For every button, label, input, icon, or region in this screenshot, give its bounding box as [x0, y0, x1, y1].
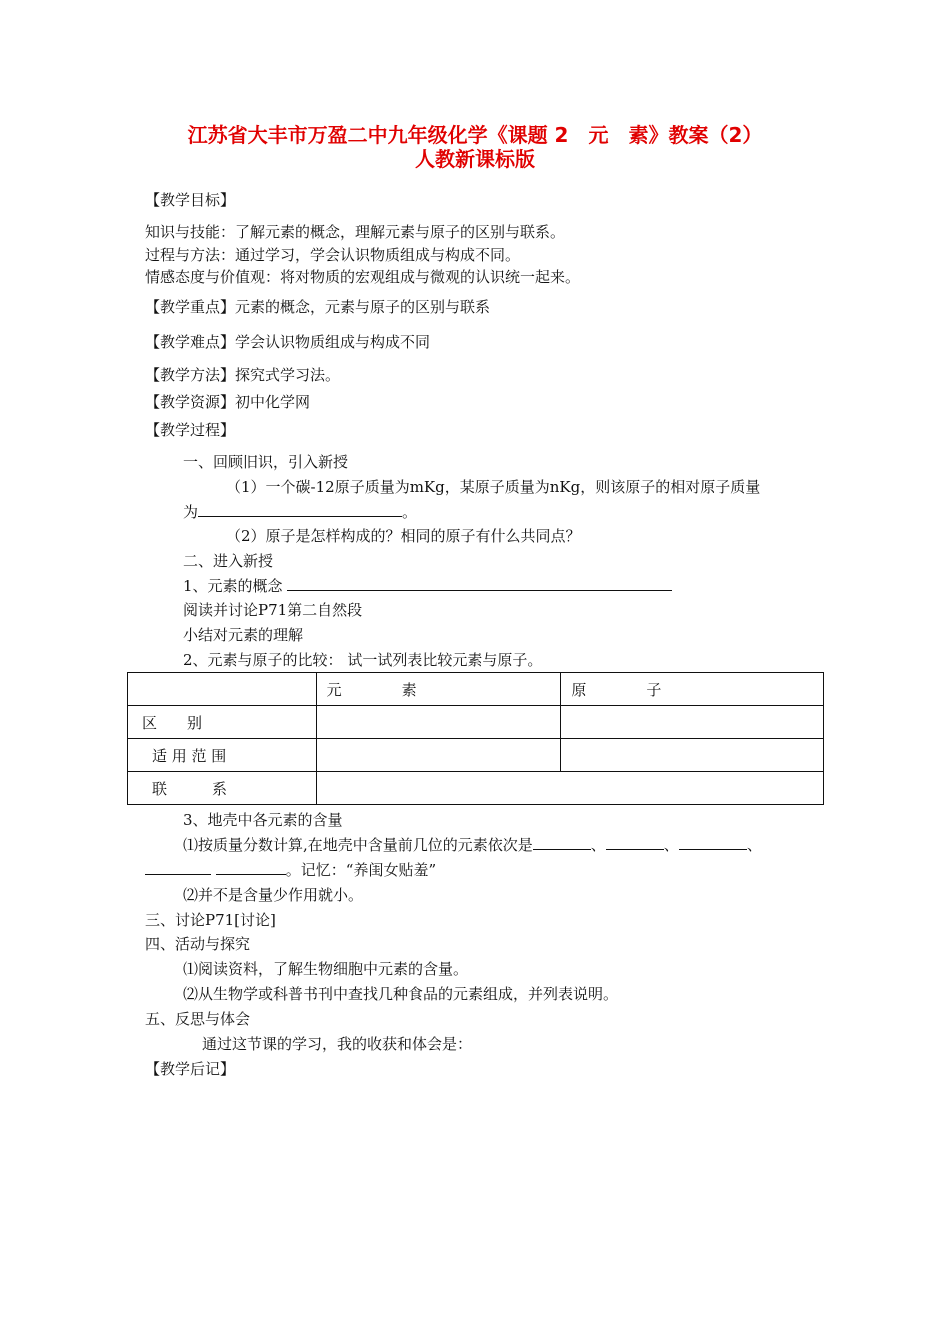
element-atom-comparison-table [127, 672, 824, 805]
answer-blank-crust-3[interactable] [679, 835, 747, 850]
row-label-difference: 区 别 [128, 706, 317, 739]
answer-blank-relative-mass[interactable] [198, 502, 402, 517]
review-heading: 一、回顾旧识，引入新授 [183, 453, 349, 471]
question-1-continued [183, 502, 417, 522]
key-point: 【教学重点】元素的概念，元素与原子的区别与联系 [145, 298, 491, 316]
compare-task: 2、元素与原子的比较： 试一试列表比较元素与原子。 [183, 651, 543, 669]
crust-question-2: ⑵并不是含量少作用就小。 [183, 886, 364, 904]
answer-blank-crust-4[interactable] [145, 860, 211, 875]
crust-question-1-text: ⑴按质量分数计算,在地壳中含量前几位的元素依次是 [183, 836, 533, 854]
crust-memory-tip: 。记忆：“养闺女贴羞” [285, 861, 437, 879]
element-concept-line [183, 576, 672, 596]
cell-relation[interactable] [316, 772, 823, 805]
reading-task: 阅读并讨论P71第二自然段 [183, 601, 363, 619]
answer-blank-element-concept[interactable] [287, 576, 672, 591]
reflection-heading: 五、反思与体会 [145, 1010, 251, 1028]
cell-scope-atom[interactable] [561, 739, 824, 772]
separator-1: 、 [590, 836, 606, 854]
element-concept-label: 1、元素的概念 [183, 577, 283, 595]
document-title-line1: 江苏省大丰市万盈二中九年级化学《课题 2 元 素》教案（2） [187, 123, 763, 147]
table-row-difference [128, 706, 824, 739]
answer-blank-crust-2[interactable] [606, 835, 664, 850]
separator-3: 、 [746, 836, 762, 854]
process-heading: 【教学过程】 [145, 421, 236, 439]
cell-difference-atom[interactable] [561, 706, 824, 739]
separator-2: 、 [663, 836, 679, 854]
question-2: （2）原子是怎样构成的？相同的原子有什么共同点？ [226, 527, 581, 545]
table-header-atom: 原 子 [561, 673, 824, 706]
goal-process: 过程与方法：通过学习，学会认识物质组成与构成不同。 [145, 246, 521, 264]
answer-blank-crust-5[interactable] [216, 860, 286, 875]
new-lesson-heading: 二、进入新授 [183, 552, 274, 570]
activity-2: ⑵从生物学或科普书刊中查找几种食品的元素组成，并列表说明。 [183, 985, 619, 1003]
summary-task: 小结对元素的理解 [183, 626, 304, 644]
document-title-line2: 人教新课标版 [415, 147, 535, 171]
reflection-text: 通过这节课的学习，我的收获和体会是： [202, 1035, 473, 1053]
row-label-scope: 适 用 范 围 [128, 739, 317, 772]
table-row-relation [128, 772, 824, 805]
table-row-scope [128, 739, 824, 772]
activity-heading: 四、活动与探究 [145, 935, 251, 953]
afterword-heading: 【教学后记】 [145, 1060, 236, 1078]
table-corner-cell [128, 673, 317, 706]
crust-heading: 3、地壳中各元素的含量 [183, 811, 343, 829]
cell-difference-element[interactable] [316, 706, 561, 739]
question-1-prefix: 为 [183, 503, 199, 521]
goals-heading: 【教学目标】 [145, 191, 236, 209]
discussion-heading: 三、讨论P71[讨论] [145, 911, 276, 929]
question-1-suffix: 。 [402, 503, 418, 521]
teaching-method: 【教学方法】探究式学习法。 [145, 366, 341, 384]
row-label-relation: 联 系 [128, 772, 317, 805]
answer-blank-crust-1[interactable] [533, 835, 591, 850]
goal-emotion: 情感态度与价值观：将对物质的宏观组成与微观的认识统一起来。 [145, 268, 581, 286]
cell-scope-element[interactable] [316, 739, 561, 772]
table-header-element: 元 素 [316, 673, 561, 706]
goal-knowledge: 知识与技能：了解元素的概念，理解元素与原子的区别与联系。 [145, 223, 566, 241]
teaching-resource: 【教学资源】初中化学网 [145, 393, 311, 411]
activity-1: ⑴阅读资料，了解生物细胞中元素的含量。 [183, 960, 469, 978]
crust-question-1-continued [145, 860, 436, 880]
question-1: （1）一个碳-12原子质量为mKg，某原子质量为nKg，则该原子的相对原子质量 [226, 478, 761, 496]
table-header-row [128, 673, 824, 706]
difficulty: 【教学难点】学会认识物质组成与构成不同 [145, 333, 431, 351]
crust-question-1 [183, 835, 762, 855]
